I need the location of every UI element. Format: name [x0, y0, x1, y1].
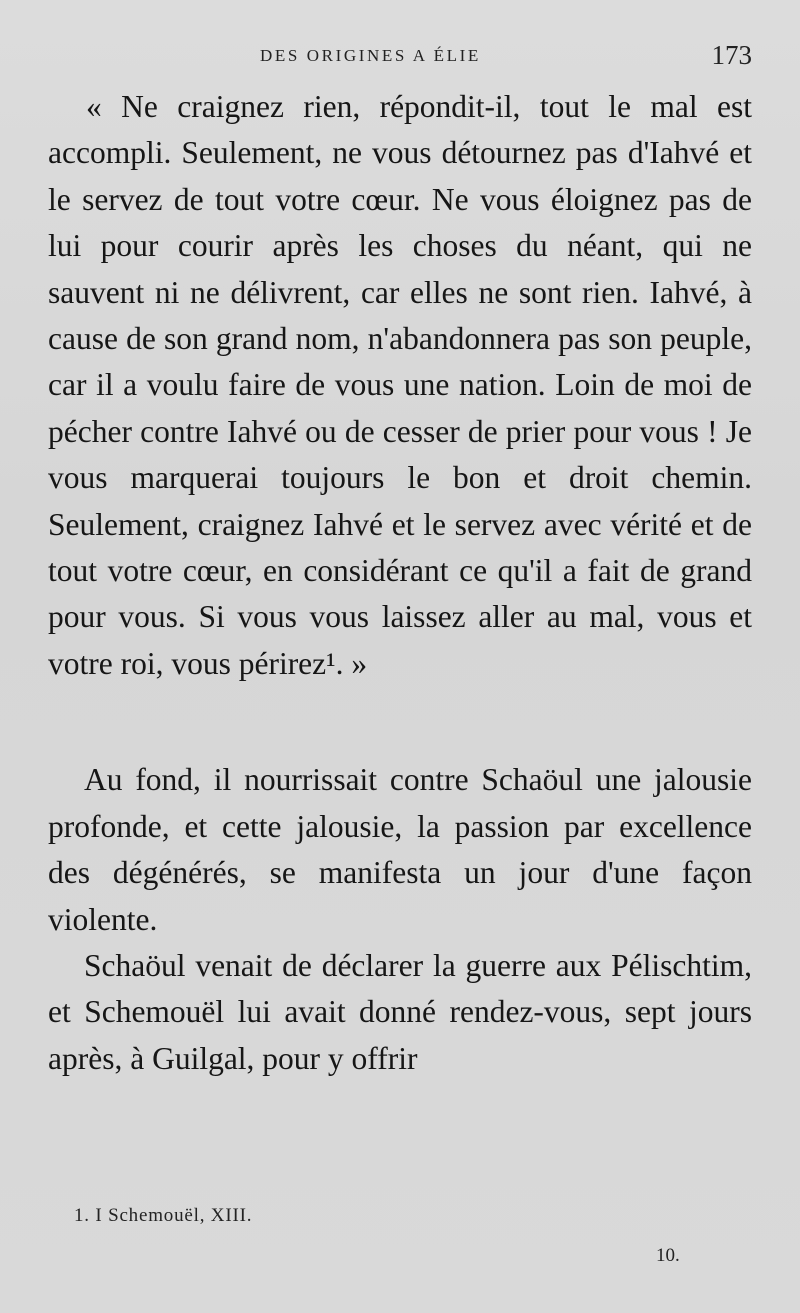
page-number: 173: [711, 40, 752, 70]
footnote: 1. I Schemouël, XIII.: [74, 1205, 253, 1226]
paragraph-war: Schaöul venait de déclarer la guerre aux Pélischtim, et Schemouël lui avait donné rendez-vous, sept jours après, à Guilgal, pour y offrir: [48, 947, 752, 1076]
paragraph-quote: « Ne craignez rien, répondit-il, tout le mal est accompli. Seulement, ne vous détournez pas d'Iahvé et le servez de tout votre cœur. Ne vous éloignez pas de lui pour courir après les choses du néant, qui ne sauvent ni ne délivrent, car elles ne sont rien. Iahvé, à cause de son grand nom, n'abandonnera pas son peuple, car il a voulu faire de vous une nation. Loin de moi de pécher contre Iahvé ou de cesser de prier pour vous ! Je vous marquerai toujours le bon et droit chemin. Seulement, craignez Iahvé et le servez avec vérité et de tout votre cœur, en considérant ce qu'il a fait de grand pour vous. Si vous vous laissez aller au mal, vous et votre roi, vous périrez¹. »: [48, 89, 752, 681]
signature-mark: 10.: [656, 1245, 680, 1266]
page-header: [48, 40, 752, 74]
body-text: [48, 84, 752, 1082]
paragraph-gap: [48, 687, 752, 757]
paragraph-jealousy: Au fond, il nourrissait contre Schaöul une jalousie profonde, et cette jalousie, la passion par excellence des dégénérés, se manifesta un jour d'une façon violente.: [48, 762, 752, 937]
running-title: DES ORIGINES A ÉLIE: [260, 46, 481, 65]
